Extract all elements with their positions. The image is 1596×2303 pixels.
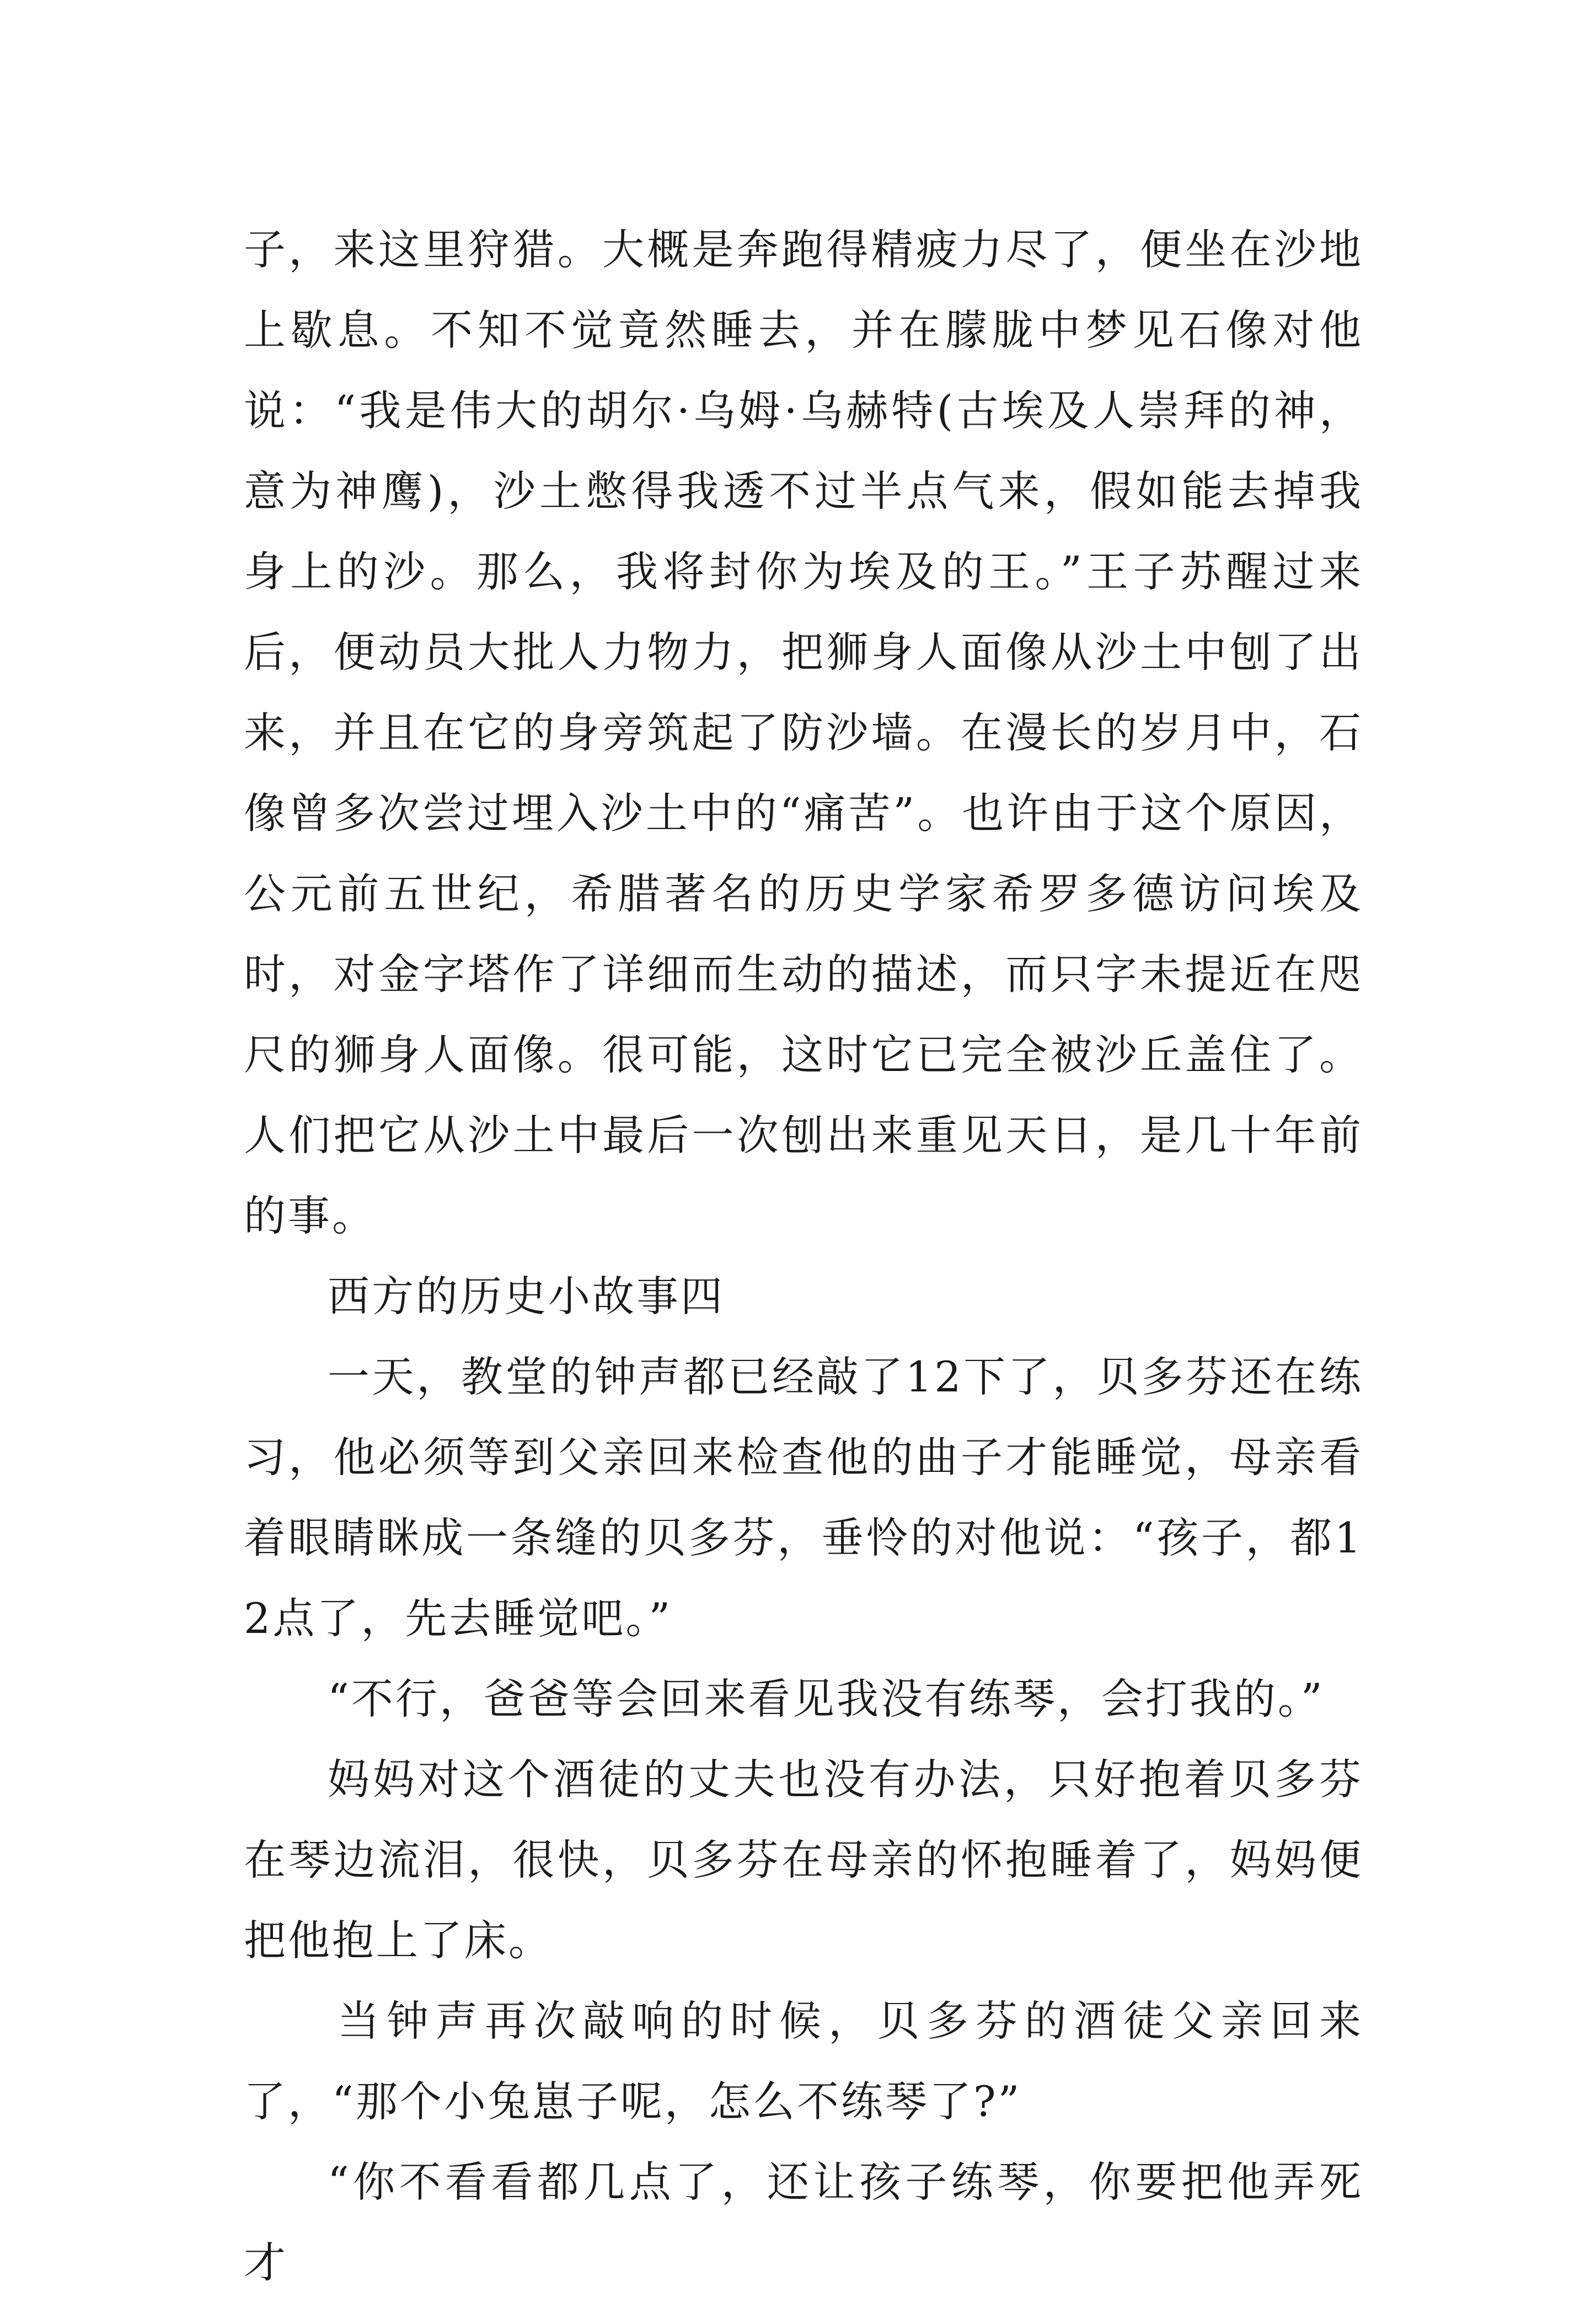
paragraph-mother-retort: “你不看看都几点了，还让孩子练琴，你要把他弄死才: [244, 2157, 1363, 2287]
paragraph-mother-tears: 妈妈对这个酒徒的丈夫也没有办法，只好抱着贝多芬在琴边流泪，很快，贝多芬在母亲的怀抱睡着了，妈妈便把他抱上了床。: [244, 1755, 1363, 1965]
paragraph-father-returns: 当钟声再次敲响的时候，贝多芬的酒徒父亲回来了，“那个小兔崽子呢，怎么不练琴了?”: [244, 1996, 1363, 2126]
document-body: [244, 210, 1363, 2303]
paragraph-story-continuation: 子，来这里狩猎。大概是奔跑得精疲力尽了，便坐在沙地上歇息。不知不觉竟然睡去，并在朦胧中梦见石像对他说：“我是伟大的胡尔·乌姆·乌赫特(古埃及人崇拜的神，意为神鹰)，沙土憋得我透不过半点气来，假如能去掉我身上的沙。那么，我将封你为埃及的王。”王子苏醒过来后，便动员大批人力物力，把狮身人面像从沙土中刨了出来，并且在它的身旁筑起了防沙墙。在漫长的岁月中，石像曾多次尝过埋入沙土中的“痛苦”。也许由于这个原因，公元前五世纪，希腊著名的历史学家希罗多德访问埃及时，对金字塔作了详细而生动的描述，而只字未提近在咫尺的狮身人面像。很可能，这时它已完全被沙丘盖住了。人们把它从沙土中最后一次刨出来重见天日，是几十年前的事。: [244, 225, 1363, 1240]
section-heading: 西方的历史小故事四: [328, 1272, 725, 1321]
paragraph-beethoven-reply: “不行，爸爸等会回来看见我没有练琴，会打我的。”: [328, 1674, 1325, 1723]
paragraph-beethoven-practice: 一天，教堂的钟声都已经敲了12下了，贝多芬还在练习，他必须等到父亲回来检查他的曲子才能睡觉，母亲看着眼睛眯成一条缝的贝多芬，垂怜的对他说：“孩子，都12点了，先去睡觉吧。”: [244, 1352, 1363, 1643]
